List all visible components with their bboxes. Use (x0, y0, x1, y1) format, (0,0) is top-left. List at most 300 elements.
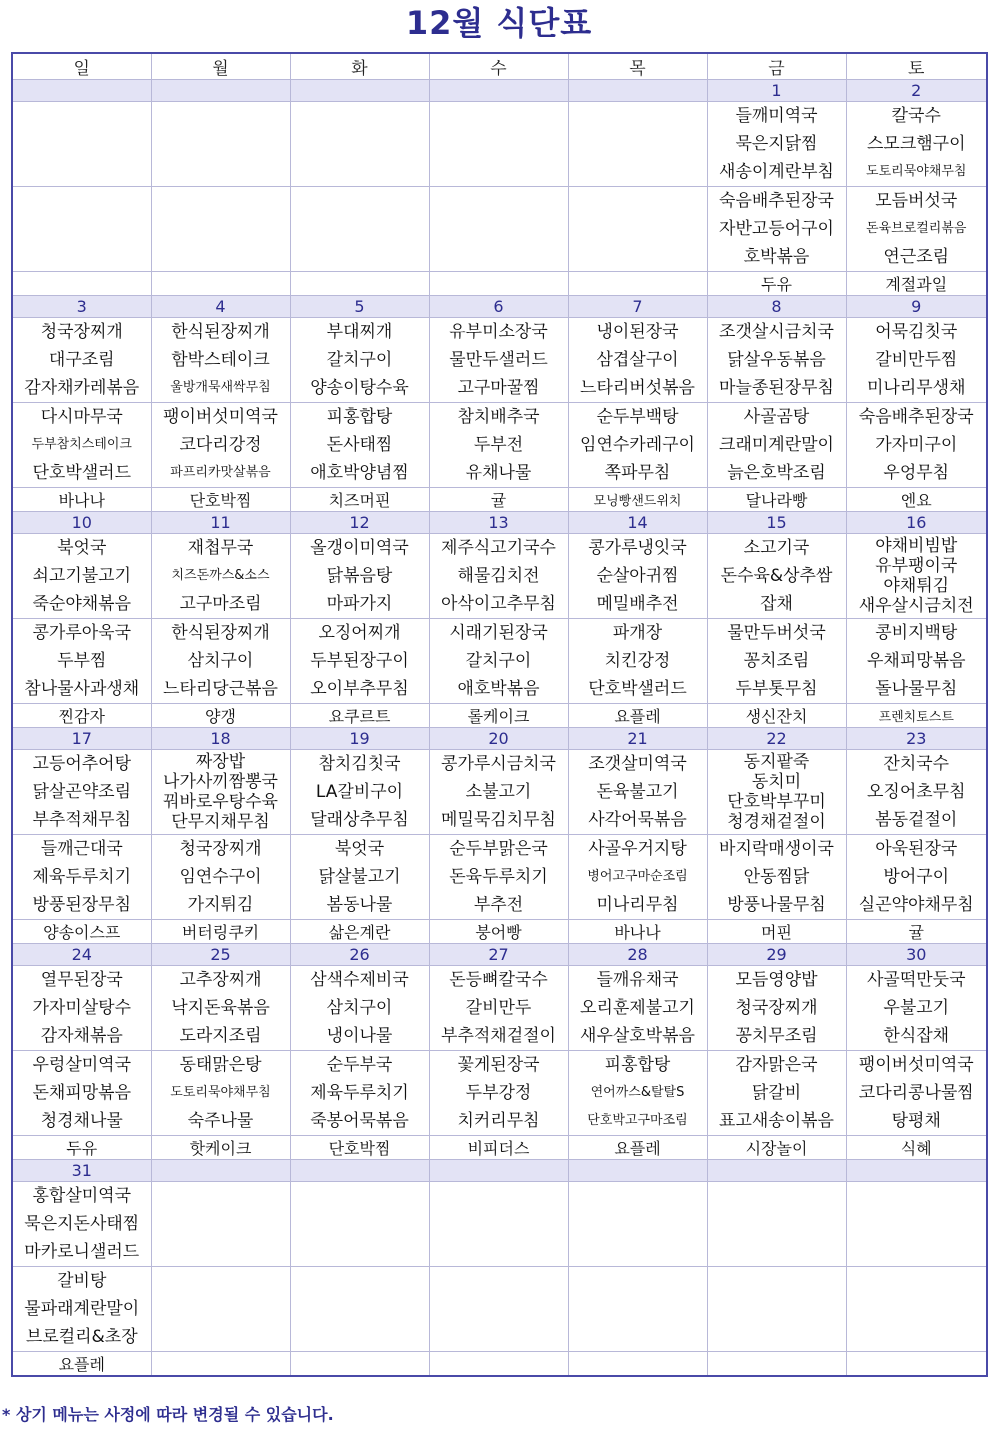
snack-cell: 바나나 (12, 488, 151, 512)
menu-item: 애호박볶음 (457, 679, 540, 699)
menu-item: 꿔바로우탕수육 (163, 792, 278, 812)
dinner-row (12, 619, 987, 704)
menu-item: 두부참치스테이크 (31, 437, 132, 452)
menu-item: 제육두루치기 (310, 1083, 409, 1103)
menu-item: 꽃게된장국 (457, 1055, 540, 1075)
menu-item: 삼치구이 (187, 651, 254, 671)
menu-item: 울방개묵새싹무침 (170, 380, 271, 395)
weekday-header: 목 (568, 53, 707, 80)
date-cell: 3 (12, 296, 151, 318)
dinner-row (12, 187, 987, 272)
lunch-row (12, 318, 987, 403)
menu-item: 쪽파무침 (604, 463, 671, 483)
menu-item: 돈사태찜 (326, 435, 393, 455)
menu-item: 부추전 (473, 895, 524, 915)
menu-item: 재첩무국 (187, 538, 254, 558)
snack-cell: 삶은계란 (290, 920, 429, 944)
lunch-cell (151, 1182, 290, 1267)
menu-item: 봄동나물 (326, 895, 393, 915)
date-cell: 26 (290, 944, 429, 966)
lunch-cell (12, 102, 151, 187)
date-cell: 7 (568, 296, 707, 318)
lunch-row (12, 1182, 987, 1267)
snack-cell: 요플레 (568, 704, 707, 728)
snack-cell: 양갱 (151, 704, 290, 728)
menu-item: 청경채나물 (40, 1111, 123, 1131)
dinner-cell (568, 1267, 707, 1352)
menu-item: 치즈돈까스&소스 (171, 568, 270, 583)
menu-item: 아삭이고추무침 (441, 594, 556, 614)
lunch-cell (707, 534, 846, 619)
menu-item: 시래기된장국 (449, 623, 548, 643)
weekday-header: 월 (151, 53, 290, 80)
lunch-cell (429, 102, 568, 187)
menu-item: 동지팥죽 (743, 752, 810, 772)
snack-cell (846, 1352, 987, 1377)
menu-item: 팽이버섯미역국 (163, 407, 278, 427)
menu-item: 방풍나물무침 (727, 895, 826, 915)
menu-item: 단호박샐러드 (588, 679, 687, 699)
lunch-cell (846, 102, 987, 187)
snack-cell: 단호박찜 (290, 1136, 429, 1160)
date-cell: 29 (707, 944, 846, 966)
menu-item: 두부된장구이 (310, 651, 409, 671)
menu-item: 잔치국수 (883, 754, 950, 774)
date-cell: 10 (12, 512, 151, 534)
weekday-header: 토 (846, 53, 987, 80)
menu-item: 메밀묵김치무침 (441, 810, 556, 830)
date-cell: 14 (568, 512, 707, 534)
date-cell: 8 (707, 296, 846, 318)
snack-cell: 단호박찜 (151, 488, 290, 512)
menu-item: 들깨유채국 (596, 970, 679, 990)
dinner-cell (846, 619, 987, 704)
dinner-cell (429, 1051, 568, 1136)
lunch-cell (846, 966, 987, 1051)
dinner-cell (846, 835, 987, 920)
dinner-cell (290, 187, 429, 272)
date-row (12, 944, 987, 966)
menu-item: 고구마꿀찜 (457, 378, 540, 398)
menu-item: LA갈비구이 (315, 782, 404, 802)
menu-item: 대구조림 (48, 350, 115, 370)
snack-cell: 요플레 (568, 1136, 707, 1160)
dinner-cell (12, 619, 151, 704)
menu-item: 우렁살미역국 (32, 1055, 132, 1075)
dinner-cell (707, 619, 846, 704)
menu-item: 도토리묵야채무침 (866, 164, 967, 179)
menu-item: 동치미 (751, 772, 802, 792)
weekday-header: 수 (429, 53, 568, 80)
lunch-cell (568, 534, 707, 619)
snack-cell: 시장놀이 (707, 1136, 846, 1160)
snack-cell: 요쿠르트 (290, 704, 429, 728)
dinner-cell (290, 1267, 429, 1352)
weekday-header: 금 (707, 53, 846, 80)
menu-item: 연어까스&탈탈S (590, 1085, 685, 1100)
menu-item: 가지튀김 (187, 895, 254, 915)
lunch-row (12, 102, 987, 187)
menu-item: 순살아귀찜 (596, 566, 679, 586)
snack-row (12, 920, 987, 944)
date-cell: 23 (846, 728, 987, 750)
snack-cell: 찐감자 (12, 704, 151, 728)
date-cell (290, 80, 429, 102)
date-cell: 25 (151, 944, 290, 966)
lunch-cell (290, 1182, 429, 1267)
menu-item: 갈치구이 (465, 651, 532, 671)
menu-item: 한식잡채 (883, 1026, 950, 1046)
menu-item: 물만두샐러드 (449, 350, 548, 370)
snack-row (12, 1136, 987, 1160)
menu-item: 어묵김칫국 (875, 322, 958, 342)
dinner-cell (707, 835, 846, 920)
menu-item: 두부톳무침 (735, 679, 818, 699)
dinner-cell (707, 187, 846, 272)
menu-item: 콩가루시금치국 (441, 754, 556, 774)
menu-item: 코다리콩나물찜 (858, 1083, 974, 1103)
snack-cell: 달나라빵 (707, 488, 846, 512)
menu-item: 자반고등어구이 (719, 219, 834, 239)
snack-cell (707, 1352, 846, 1377)
date-cell: 24 (12, 944, 151, 966)
menu-item: 닭살곤약조림 (32, 782, 132, 802)
dinner-cell (568, 1051, 707, 1136)
dinner-cell (429, 403, 568, 488)
menu-item: 삼겹살구이 (596, 350, 679, 370)
menu-item: 청국장찌개 (40, 322, 123, 342)
snack-cell: 귤 (429, 488, 568, 512)
snack-cell: 요플레 (12, 1352, 151, 1377)
snack-row (12, 1352, 987, 1377)
menu-item: 달래상추무침 (310, 810, 409, 830)
menu-item: 낙지돈육볶음 (171, 998, 270, 1018)
menu-item: 두부찜 (57, 651, 107, 671)
menu-item: 단호박샐러드 (32, 463, 132, 483)
dinner-cell (568, 835, 707, 920)
snack-row (12, 272, 987, 296)
dinner-cell (151, 619, 290, 704)
dinner-cell (151, 835, 290, 920)
menu-item: 콩비지백탕 (875, 623, 958, 643)
snack-cell: 핫케이크 (151, 1136, 290, 1160)
dinner-cell (12, 187, 151, 272)
menu-item: 청국장찌개 (179, 839, 262, 859)
lunch-cell (429, 1182, 568, 1267)
menu-item: 숙주나물 (187, 1111, 254, 1131)
lunch-cell (151, 534, 290, 619)
menu-item: 호박볶음 (743, 247, 810, 267)
menu-item: 파개장 (612, 623, 663, 643)
lunch-cell (290, 102, 429, 187)
menu-item: 단호박부꾸미 (727, 792, 826, 812)
date-cell: 15 (707, 512, 846, 534)
menu-item: 냉이된장국 (596, 322, 679, 342)
dinner-cell (12, 1267, 151, 1352)
menu-item: 새우살시금치전 (858, 596, 974, 616)
menu-item: 고등어추어탕 (32, 754, 132, 774)
date-cell (846, 1160, 987, 1182)
date-cell (12, 80, 151, 102)
menu-item: 표고새송이볶음 (719, 1111, 834, 1131)
lunch-cell (12, 966, 151, 1051)
snack-cell: 버터링쿠키 (151, 920, 290, 944)
snack-cell: 두유 (12, 1136, 151, 1160)
menu-item: 돈육브로컬리볶음 (866, 221, 967, 236)
menu-item: 들깨미역국 (735, 106, 818, 126)
menu-item: 삼치구이 (326, 998, 393, 1018)
date-cell (429, 1160, 568, 1182)
dinner-row (12, 1267, 987, 1352)
dinner-cell (568, 187, 707, 272)
menu-item: 묵은지돈사태찜 (24, 1214, 140, 1234)
menu-item: 닭살우동볶음 (727, 350, 826, 370)
menu-item: 야채비빔밥 (875, 536, 958, 556)
snack-cell: 머핀 (707, 920, 846, 944)
menu-item: 돈육불고기 (596, 782, 679, 802)
snack-cell: 엔요 (846, 488, 987, 512)
lunch-cell (846, 318, 987, 403)
menu-item: 돌나물무침 (875, 679, 958, 699)
menu-item: 단호박고구마조림 (587, 1113, 688, 1128)
menu-item: 닭볶음탕 (326, 566, 393, 586)
menu-item: 실곤약야채무침 (858, 895, 974, 915)
menu-item: 사각어묵볶음 (588, 810, 687, 830)
menu-item: 오리훈제불고기 (580, 998, 695, 1018)
menu-item: 물파래계란말이 (24, 1299, 140, 1319)
menu-item: 마늘종된장무침 (719, 378, 834, 398)
date-cell (429, 80, 568, 102)
lunch-cell (707, 102, 846, 187)
dinner-cell (12, 1051, 151, 1136)
date-row (12, 512, 987, 534)
menu-item: 삼색수제비국 (310, 970, 409, 990)
menu-item: 바지락매생이국 (719, 839, 834, 859)
lunch-cell (568, 966, 707, 1051)
date-cell: 6 (429, 296, 568, 318)
menu-item: 묵은지닭찜 (735, 134, 818, 154)
lunch-cell (290, 966, 429, 1051)
menu-item: 고추장찌개 (179, 970, 262, 990)
menu-item: 들깨근대국 (40, 839, 123, 859)
snack-cell: 바나나 (568, 920, 707, 944)
menu-item: 병어고구마순조림 (587, 869, 688, 884)
dinner-cell (290, 1051, 429, 1136)
date-cell: 31 (12, 1160, 151, 1182)
dinner-cell (429, 187, 568, 272)
menu-item: 두부강정 (465, 1083, 532, 1103)
dinner-cell (290, 619, 429, 704)
lunch-cell (568, 750, 707, 835)
menu-item: 피홍합탕 (604, 1055, 671, 1075)
calendar-body (12, 53, 987, 1376)
lunch-cell (568, 318, 707, 403)
menu-item: 나가사끼짬뽕국 (163, 772, 278, 792)
menu-item: 마카로니샐러드 (24, 1242, 140, 1262)
lunch-cell (707, 318, 846, 403)
date-cell: 20 (429, 728, 568, 750)
dinner-cell (12, 835, 151, 920)
lunch-cell (846, 750, 987, 835)
dinner-cell (429, 835, 568, 920)
menu-item: 연근조림 (883, 247, 950, 267)
lunch-cell (290, 318, 429, 403)
menu-item: 짜장밥 (195, 752, 246, 772)
menu-item: 갈치구이 (326, 350, 393, 370)
snack-cell: 프렌치토스트 (846, 704, 987, 728)
dinner-cell (568, 619, 707, 704)
snack-cell: 식혜 (846, 1136, 987, 1160)
menu-item: 오징어초무침 (866, 782, 966, 802)
snack-cell: 붕어빵 (429, 920, 568, 944)
date-row (12, 728, 987, 750)
lunch-cell (707, 750, 846, 835)
menu-item: 사골떡만둣국 (866, 970, 966, 990)
menu-item: 크래미계란말이 (719, 435, 834, 455)
menu-item: 감자채볶음 (40, 1026, 123, 1046)
date-cell: 4 (151, 296, 290, 318)
weekday-header-row (12, 53, 987, 80)
menu-item: 임연수구이 (179, 867, 262, 887)
date-cell: 12 (290, 512, 429, 534)
lunch-row (12, 966, 987, 1051)
date-cell (568, 80, 707, 102)
date-row (12, 296, 987, 318)
snack-cell (290, 272, 429, 296)
lunch-cell (12, 534, 151, 619)
lunch-cell (12, 1182, 151, 1267)
dinner-cell (846, 1051, 987, 1136)
lunch-cell (429, 534, 568, 619)
menu-item: 참치배추국 (457, 407, 540, 427)
menu-item: 새우살호박볶음 (580, 1026, 695, 1046)
dinner-cell (707, 1267, 846, 1352)
dinner-cell (846, 1267, 987, 1352)
lunch-cell (707, 1182, 846, 1267)
dinner-cell (151, 1051, 290, 1136)
menu-item: 순두부맑은국 (449, 839, 548, 859)
date-cell: 2 (846, 80, 987, 102)
date-cell: 5 (290, 296, 429, 318)
menu-item: 봄동겉절이 (875, 810, 958, 830)
menu-item: 느타리당근볶음 (163, 679, 278, 699)
menu-item: 죽순야채볶음 (32, 594, 132, 614)
menu-item: 제주식고기국수 (441, 538, 556, 558)
menu-item: 순두부국 (326, 1055, 393, 1075)
menu-item: 양송이탕수육 (310, 378, 409, 398)
dinner-cell (429, 619, 568, 704)
date-cell: 13 (429, 512, 568, 534)
menu-item: 파프리카맛살볶음 (170, 465, 271, 480)
date-cell: 19 (290, 728, 429, 750)
menu-item: 물만두버섯국 (727, 623, 826, 643)
menu-item: 방풍된장무침 (32, 895, 132, 915)
menu-item: 부추적채겉절이 (441, 1026, 556, 1046)
menu-item: 야채튀김 (883, 576, 950, 596)
menu-item: 사골곰탕 (743, 407, 810, 427)
menu-item: 콩가루냉잇국 (588, 538, 687, 558)
dinner-cell (151, 1267, 290, 1352)
snack-cell (290, 1352, 429, 1377)
menu-item: 닭살불고기 (318, 867, 401, 887)
dinner-cell (290, 403, 429, 488)
date-cell: 16 (846, 512, 987, 534)
menu-item: 순두부백탕 (596, 407, 679, 427)
snack-cell (568, 1352, 707, 1377)
date-cell (707, 1160, 846, 1182)
menu-item: 고구마조림 (179, 594, 262, 614)
lunch-cell (12, 750, 151, 835)
weekday-header: 일 (12, 53, 151, 80)
snack-cell (12, 272, 151, 296)
menu-item: 한식된장찌개 (171, 623, 270, 643)
menu-item: 마파가지 (326, 594, 393, 614)
menu-item: 오징어찌개 (318, 623, 401, 643)
menu-item: 돈채피망볶음 (32, 1083, 132, 1103)
menu-item: 스모크햄구이 (866, 134, 966, 154)
lunch-cell (151, 750, 290, 835)
menu-item: 임연수카레구이 (580, 435, 695, 455)
snack-cell: 롤케이크 (429, 704, 568, 728)
menu-item: 유채나물 (465, 463, 532, 483)
menu-item: 소고기국 (743, 538, 810, 558)
menu-item: 북엇국 (334, 839, 385, 859)
dinner-cell (707, 1051, 846, 1136)
snack-row (12, 704, 987, 728)
date-cell: 11 (151, 512, 290, 534)
menu-item: 숙음배추된장국 (858, 407, 974, 427)
date-cell (151, 80, 290, 102)
menu-item: 우불고기 (883, 998, 950, 1018)
menu-item: 탕평채 (891, 1111, 941, 1131)
menu-item: 감자맑은국 (735, 1055, 818, 1075)
menu-item: 가자미살탕수 (32, 998, 132, 1018)
lunch-cell (151, 102, 290, 187)
dinner-cell (151, 403, 290, 488)
snack-cell: 치즈머핀 (290, 488, 429, 512)
lunch-cell (290, 534, 429, 619)
menu-item: 애호박양념찜 (310, 463, 409, 483)
menu-item: 부추적채무침 (32, 810, 132, 830)
date-cell: 27 (429, 944, 568, 966)
date-cell: 18 (151, 728, 290, 750)
date-cell: 1 (707, 80, 846, 102)
weekday-header: 화 (290, 53, 429, 80)
lunch-cell (429, 966, 568, 1051)
menu-item: 치커리무침 (457, 1111, 540, 1131)
menu-item: 브로컬리&초장 (25, 1327, 138, 1347)
meal-calendar (11, 52, 988, 1377)
menu-item: 쇠고기불고기 (32, 566, 132, 586)
lunch-cell (151, 966, 290, 1051)
snack-cell (429, 272, 568, 296)
menu-item: 청경채겉절이 (727, 812, 826, 832)
snack-cell: 계절과일 (846, 272, 987, 296)
menu-item: 홍합살미역국 (32, 1186, 132, 1206)
menu-item: 방어구이 (883, 867, 950, 887)
dinner-row (12, 835, 987, 920)
menu-item: 갈비만두찜 (875, 350, 958, 370)
snack-cell (568, 272, 707, 296)
snack-cell: 생신잔치 (707, 704, 846, 728)
menu-item: 해물김치전 (457, 566, 540, 586)
menu-item: 우엉무침 (883, 463, 950, 483)
menu-item: 갈비탕 (57, 1271, 107, 1291)
snack-cell (429, 1352, 568, 1377)
menu-item: 죽봉어묵볶음 (310, 1111, 409, 1131)
menu-item: 북엇국 (57, 538, 107, 558)
date-cell (151, 1160, 290, 1182)
